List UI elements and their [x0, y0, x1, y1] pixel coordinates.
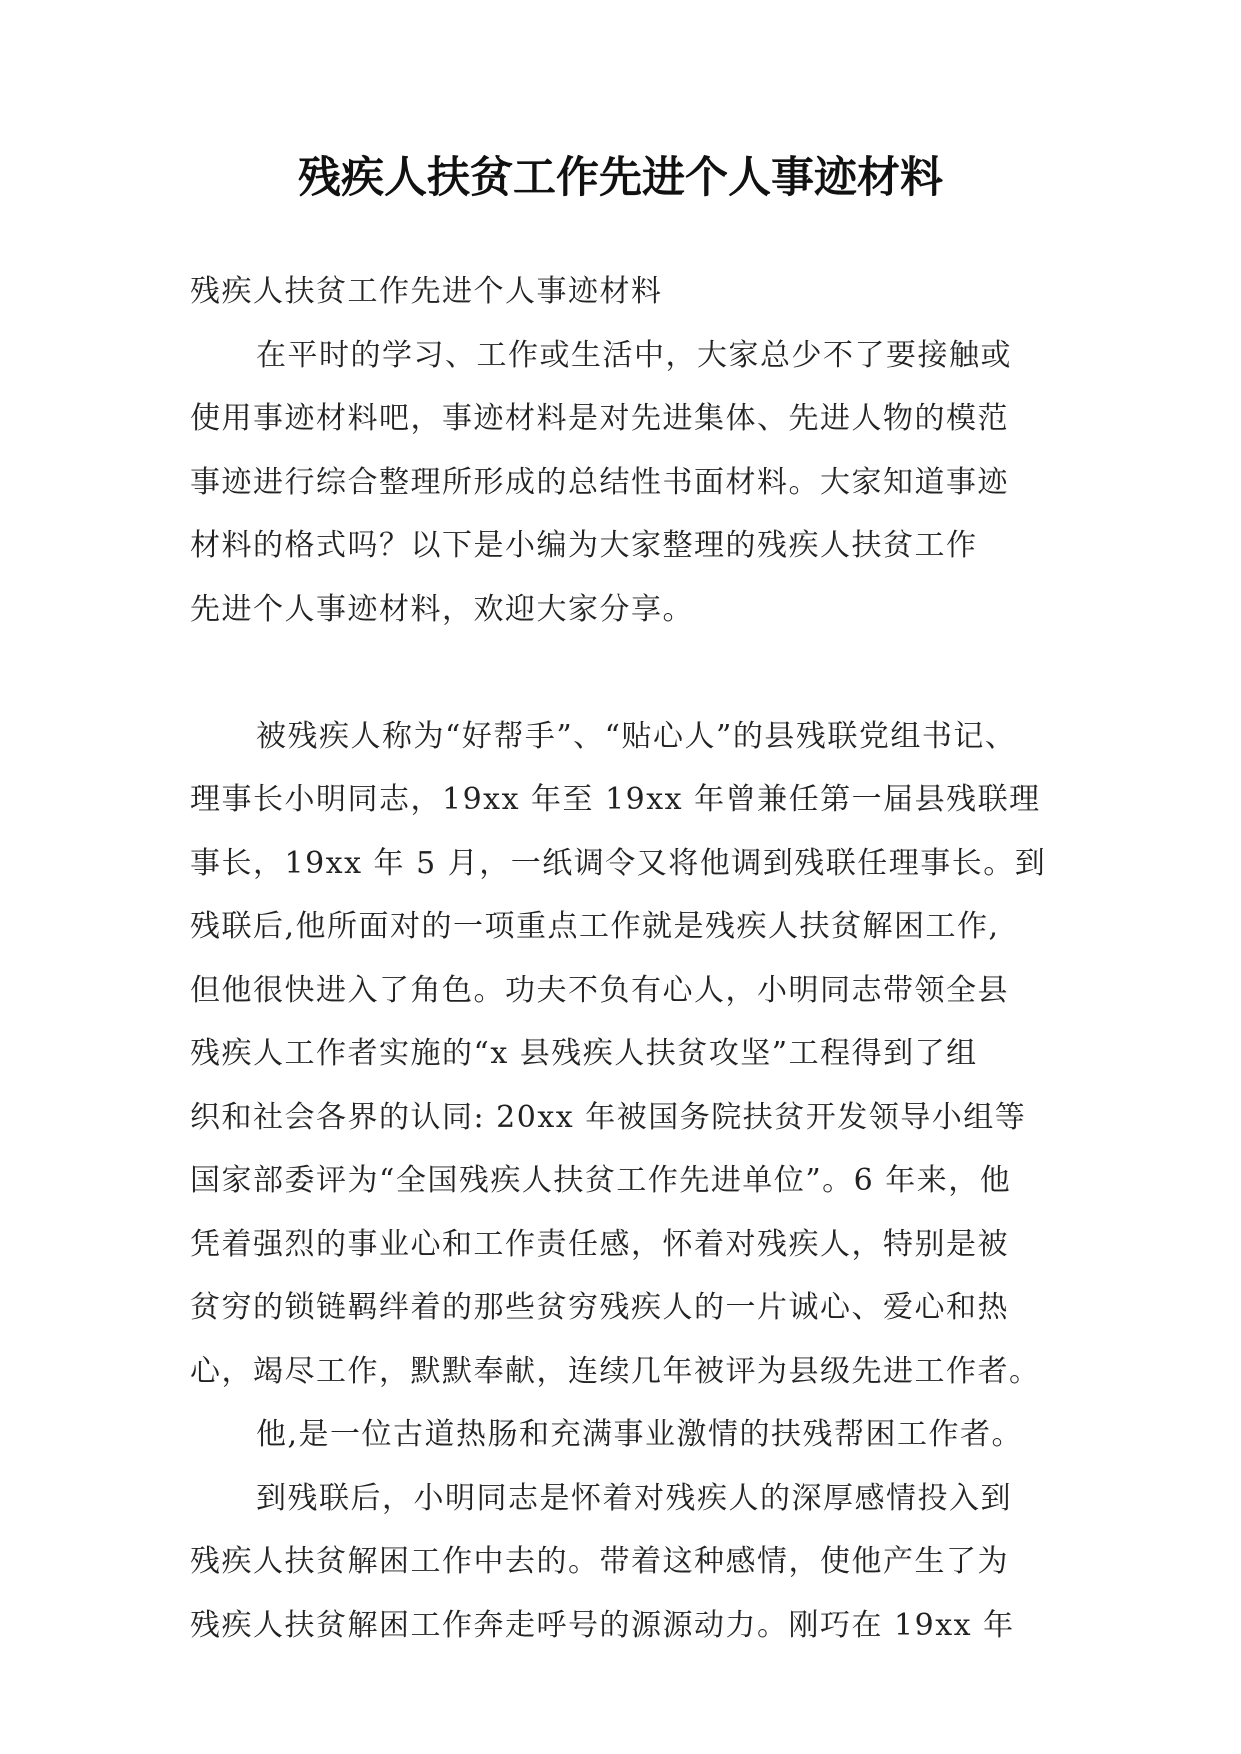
text-line: 织和社会各界的认同: 20xx 年被国务院扶贫开发领导小组等 [190, 1099, 1027, 1135]
text-line: 先进个人事迹材料，欢迎大家分享。 [190, 591, 694, 627]
document-body [190, 260, 1060, 1657]
text-line: 到残联后，小明同志是怀着对残疾人的深厚感情投入到 [256, 1480, 1012, 1516]
text-line: 凭着强烈的事业心和工作责任感，怀着对残疾人，特别是被 [190, 1226, 1009, 1262]
paragraph [190, 1403, 1060, 1467]
text-line: 理事长小明同志，19xx 年至 19xx 年曾兼任第一届县残联理 [190, 782, 1041, 817]
document-subtitle: 残疾人扶贫工作先进个人事迹材料 [190, 274, 663, 309]
text-line: 残疾人扶贫解困工作中去的。带着这种感情，使他产生了为 [190, 1544, 1009, 1579]
text-line: 残疾人扶贫解困工作奔走呼号的源源动力。刚巧在 19xx 年 [190, 1607, 1015, 1643]
text-line: 在平时的学习、工作或生活中，大家总少不了要接触或 [256, 337, 1012, 373]
text-line: 残疾人工作者实施的“x 县残疾人扶贫攻坚”工程得到了组 [190, 1036, 978, 1071]
text-line: 材料的格式吗？以下是小编为大家整理的残疾人扶贫工作 [190, 528, 978, 563]
text-line: 但他很快进入了角色。功夫不负有心人，小明同志带领全县 [190, 972, 1009, 1008]
paragraph [190, 1467, 1060, 1658]
text-line: 残联后,他所面对的一项重点工作就是残疾人扶贫解困工作, [190, 909, 1000, 944]
document-title: 残疾人扶贫工作先进个人事迹材料 [298, 153, 943, 203]
paragraph [190, 324, 1060, 642]
paragraph-gap [190, 641, 1060, 705]
text-line: 他,是一位古道热肠和充满事业激情的扶残帮困工作者。 [256, 1417, 1024, 1452]
text-line: 使用事迹材料吧，事迹材料是对先进集体、先进人物的模范 [190, 401, 1009, 436]
text-line: 事长，19xx 年 5 月，一纸调令又将他调到残联任理事长。到 [190, 845, 1047, 881]
text-line: 心，竭尽工作，默默奉献，连续几年被评为县级先进工作者。 [190, 1353, 1041, 1389]
paragraph [190, 705, 1060, 1404]
text-line: 被残疾人称为“好帮手”、“贴心人”的县残联党组书记、 [256, 718, 1017, 754]
text-line: 贫穷的锁链羁绊着的那些贫穷残疾人的一片诚心、爱心和热 [190, 1290, 1009, 1325]
text-line: 国家部委评为“全国残疾人扶贫工作先进单位”。6 年来，他 [190, 1163, 1012, 1198]
text-line: 事迹进行综合整理所形成的总结性书面材料。大家知道事迹 [190, 464, 1009, 500]
